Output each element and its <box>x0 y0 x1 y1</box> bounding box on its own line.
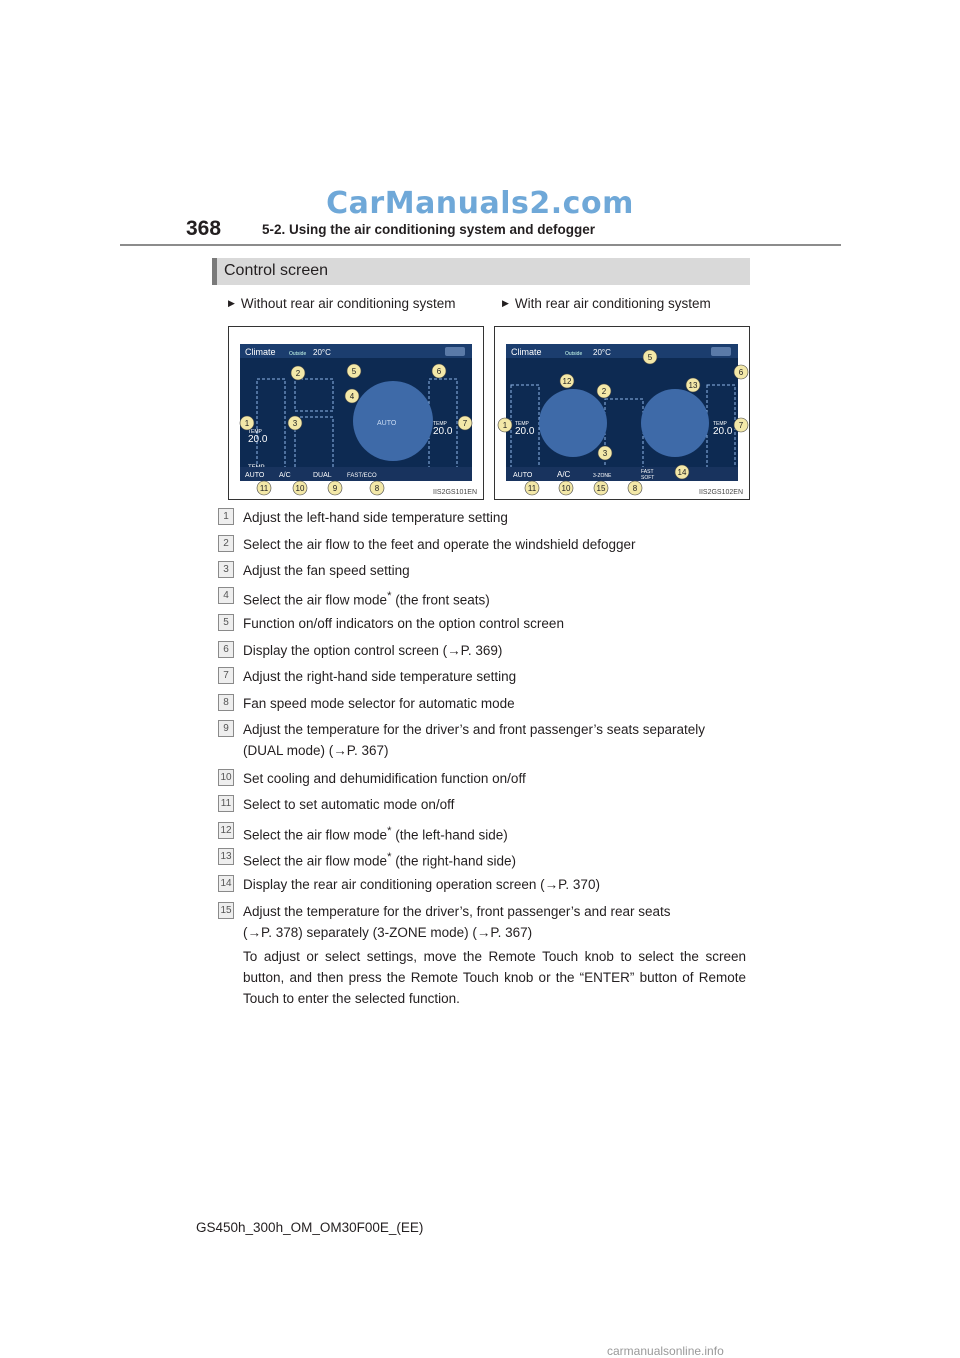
callout-5: 5 <box>351 367 357 376</box>
watermark-top[interactable]: CarManuals2.com <box>326 186 634 221</box>
temp-label-left: TEMP <box>515 421 529 427</box>
callout-7: 7 <box>462 419 468 428</box>
callout-7: 7 <box>738 421 744 430</box>
temp-label-right: TEMP <box>433 421 447 427</box>
item-text: Adjust the right-hand side temperature setting <box>243 669 517 684</box>
callout-9: 9 <box>332 484 338 493</box>
footnote-star: * <box>387 590 392 602</box>
button-ac: A/C <box>279 472 291 479</box>
item-number-badge: 10 <box>218 769 234 786</box>
button-auto: AUTO <box>245 472 265 479</box>
item-text: Select the air flow mode* (the left-hand side) <box>243 825 508 843</box>
item-number-badge: 7 <box>218 667 234 684</box>
callout-1: 1 <box>244 419 250 428</box>
item-number-badge: 6 <box>218 641 234 658</box>
item-text: Select the air flow to the feet and operate the windshield defogger <box>243 537 636 552</box>
item-number-badge: 14 <box>218 875 234 892</box>
callout-11: 11 <box>259 484 269 493</box>
item-text: Fan speed mode selector for automatic mode <box>243 696 515 711</box>
footer-code: GS450h_300h_OM_OM30F00E_(EE) <box>196 1220 424 1235</box>
button-auto: AUTO <box>513 472 533 479</box>
temp-label-left: TEMP <box>248 429 262 435</box>
item-text: Adjust the temperature for the driver’s, front passenger’s and rear seats (→P. 378) separately (3-ZONE mode) (→P. 367) <box>243 904 671 940</box>
callout-5: 5 <box>647 353 653 362</box>
item-text: Select the air flow mode* (the front seats) <box>243 590 490 608</box>
temp-value-left: 20.0 <box>248 434 268 445</box>
item-number-badge: 9 <box>218 720 234 737</box>
button-soft: SOFT <box>641 475 655 481</box>
climate-screen-illustration <box>495 327 751 501</box>
callout-10: 10 <box>561 484 571 493</box>
item-number-badge: 4 <box>218 587 234 604</box>
callout-6: 6 <box>738 368 744 377</box>
outside-temp: 20°C <box>593 348 611 357</box>
item-text: Select the air flow mode* (the right-hand side) <box>243 851 517 869</box>
callout-8: 8 <box>374 484 380 493</box>
callout-13: 13 <box>688 381 698 390</box>
item-text: Adjust the left-hand side temperature setting <box>243 510 508 525</box>
item-number-badge: 11 <box>218 795 234 812</box>
screen-title: Climate <box>245 347 276 357</box>
item-text: Display the option control screen (→P. 369) <box>243 643 503 658</box>
callout-1: 1 <box>502 421 508 430</box>
watermark-bottom[interactable]: carmanualsonline.info <box>607 1344 724 1358</box>
climate-screen-illustration <box>229 327 485 501</box>
item-number-badge: 2 <box>218 535 234 552</box>
item-number-badge: 15 <box>218 902 234 919</box>
temp-label-right: TEMP <box>713 421 727 427</box>
callout-14: 14 <box>677 468 687 477</box>
item-number-badge: 5 <box>218 614 234 631</box>
section-title-bar <box>212 258 750 285</box>
item-number-badge: 1 <box>218 508 234 525</box>
temp-value-left: 20.0 <box>515 426 535 437</box>
item-number-badge: 12 <box>218 822 234 839</box>
callout-15: 15 <box>596 484 606 493</box>
climate-screen-figure-1 <box>228 326 484 500</box>
outside-label: Outside <box>565 351 583 357</box>
button-ac: A/C <box>557 470 571 479</box>
footnote-star: * <box>387 851 392 863</box>
callout-4: 4 <box>349 392 355 401</box>
callout-3: 3 <box>602 449 608 458</box>
section-heading: 5-2. Using the air conditioning system and defogger <box>262 222 596 237</box>
footnote-star: * <box>387 825 392 837</box>
item-text: Set cooling and dehumidification function on/off <box>243 771 526 786</box>
screen-title: Climate <box>511 347 542 357</box>
figure-code: IIS2GS102EN <box>699 489 743 496</box>
callout-2: 2 <box>601 387 607 396</box>
section-title: Control screen <box>224 262 329 279</box>
item-text: Adjust the temperature for the driver’s and front passenger’s seats separately (DUAL mode) (→P. 367) <box>243 722 706 758</box>
button-3-zone: 3-ZONE <box>593 473 612 479</box>
auto-indicator: AUTO <box>377 420 397 427</box>
callout-6: 6 <box>436 367 442 376</box>
item-text: Display the rear air conditioning operation screen (→P. 370) <box>243 877 600 892</box>
callout-2: 2 <box>295 369 301 378</box>
header-rule <box>120 244 841 246</box>
outside-temp: 20°C <box>313 348 331 357</box>
triangle-bullet-icon: ▶ <box>502 298 509 308</box>
triangle-bullet-icon: ▶ <box>228 298 235 308</box>
callout-12: 12 <box>562 377 572 386</box>
figure-caption-2: ▶ With rear air conditioning system <box>502 296 711 311</box>
item-text: Select to set automatic mode on/off <box>243 797 455 812</box>
temp-value-right: 20.0 <box>433 426 453 437</box>
item-number-badge: 13 <box>218 848 234 865</box>
item-number-badge: 8 <box>218 694 234 711</box>
callout-3: 3 <box>292 419 298 428</box>
temp-value-right: 20.0 <box>713 426 733 437</box>
callout-8: 8 <box>632 484 638 493</box>
button-dual: DUAL <box>313 472 332 479</box>
button-fast: FAST <box>641 469 654 475</box>
outside-label: Outside <box>289 351 307 357</box>
figure-code: IIS2GS101EN <box>433 489 477 496</box>
item-text: Adjust the fan speed setting <box>243 563 410 578</box>
usage-note: To adjust or select settings, move the Remote Touch knob to select the screen button, and then press the Remote Touch knob or the “ENTER” button of Remote Touch to enter the selected function. <box>243 949 746 1006</box>
item-text: Function on/off indicators on the option control screen <box>243 616 564 631</box>
callout-11: 11 <box>527 484 537 493</box>
figure-caption-1: ▶ Without rear air conditioning system <box>228 296 456 311</box>
callout-10: 10 <box>295 484 305 493</box>
button-fast-eco: FAST/ECO <box>347 473 377 479</box>
item-number-badge: 3 <box>218 561 234 578</box>
section-title-accent <box>212 258 217 285</box>
page-number: 368 <box>186 217 222 240</box>
climate-screen-figure-2 <box>494 326 750 500</box>
